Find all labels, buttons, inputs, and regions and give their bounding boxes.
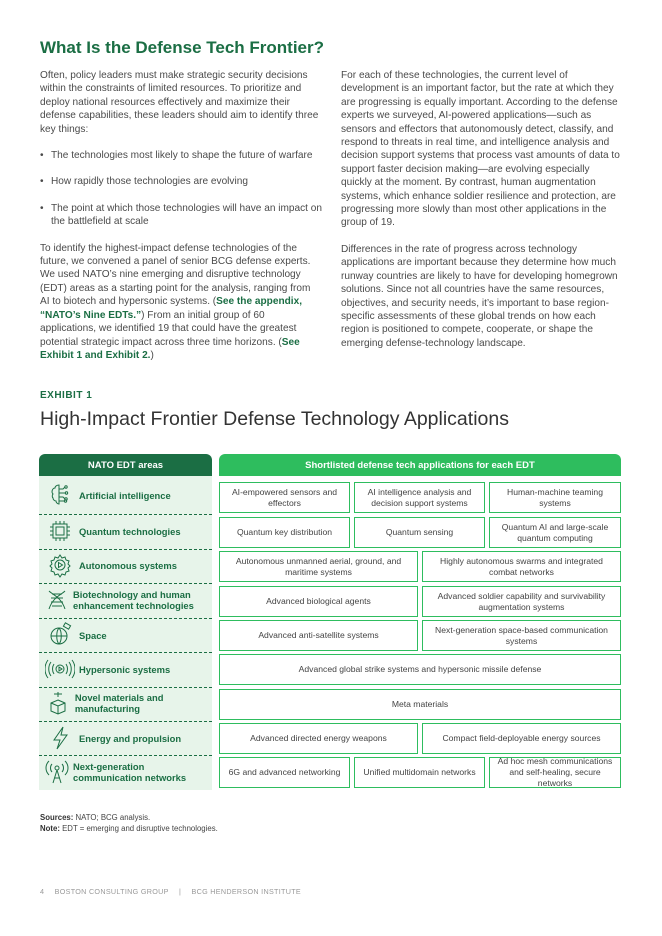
footer-institute: BCG HENDERSON INSTITUTE xyxy=(191,887,302,896)
exhibit-title: High-Impact Frontier Defense Technology Applications xyxy=(40,408,509,430)
edt-row-materials xyxy=(39,686,212,721)
sources-note xyxy=(40,813,218,834)
edt-row-communication xyxy=(39,755,212,790)
note-line xyxy=(40,824,218,835)
exhibit-link[interactable]: See Exhibit 1 and Exhibit 2. xyxy=(40,336,300,361)
list-item: • The technologies most likely to shape the future of warfare xyxy=(40,149,322,162)
edt-areas-panel xyxy=(39,476,212,790)
note-label: Note: xyxy=(40,823,60,833)
edt-area-label: Energy and propulsion xyxy=(79,732,182,744)
application-cell: Meta materials xyxy=(219,689,621,720)
edt-area-label: Hypersonic systems xyxy=(79,663,171,675)
edt-row-quantum xyxy=(39,514,212,549)
edt-area-label: Artificial intelligence xyxy=(79,489,171,501)
dna-icon xyxy=(43,585,71,615)
edt-row-autonomous xyxy=(39,548,212,583)
application-cell: Advanced global strike systems and hypersonic missile defense xyxy=(219,654,621,685)
application-cell: Advanced anti-satellite systems xyxy=(219,620,418,651)
edt-area-label: Novel materials and manufacturing xyxy=(74,691,164,715)
right-column xyxy=(341,69,623,363)
footer-separator: | xyxy=(179,887,182,896)
left-column xyxy=(40,69,322,375)
edt-area-label: Biotechnology and human enhancement technologies xyxy=(73,588,194,612)
application-cell: AI-empowered sensors and effectors xyxy=(219,482,350,513)
method-text: ) From an initial group of 60 applications, we identified 19 that could have the greatest potential strategic impact across three time horizons. ( xyxy=(40,309,297,348)
list-item: • How rapidly those technologies are evolving xyxy=(40,175,322,188)
cube-icon xyxy=(43,688,73,718)
sources-line xyxy=(40,813,218,824)
application-cell: Quantum sensing xyxy=(354,517,485,548)
application-cell: Ad hoc mesh communications and self-healing, secure networks xyxy=(489,757,621,788)
application-cell: AI intelligence analysis and decision support systems xyxy=(354,482,485,513)
page-footer xyxy=(40,887,309,896)
edt-row-biotech xyxy=(39,583,212,618)
differences-paragraph: Differences in the rate of progress across technology applications are important because they determine how much runway countries are likely to have for developing homegrown solutions. Since not all countries have the same resources, objectives, and security needs, it’s important to base region-specific assessments of these global trends on how each region is positioned to compete, cooperate, or shape the emerging defense-technology landscape. xyxy=(341,243,618,349)
brain-circuit-icon xyxy=(43,480,77,510)
edt-area-label: Space xyxy=(79,629,107,641)
sources-text: NATO; BCG analysis. xyxy=(75,813,151,822)
edt-area-label: Quantum technologies xyxy=(79,525,181,537)
method-text: ) xyxy=(150,349,154,361)
application-cell: Unified multidomain networks xyxy=(354,757,485,788)
application-cell: Quantum key distribution xyxy=(219,517,350,548)
application-cell: Advanced soldier capability and survivability augmentation systems xyxy=(422,586,621,617)
header-applications: Shortlisted defense tech applications for each EDT xyxy=(219,454,621,476)
list-item: • The point at which those technologies will have an impact on the battlefield at scale xyxy=(40,202,322,229)
antenna-icon xyxy=(43,757,71,787)
application-cell: Advanced directed energy weapons xyxy=(219,723,418,754)
application-cell: Quantum AI and large-scale quantum computing xyxy=(489,517,621,548)
globe-satellite-icon xyxy=(43,620,77,650)
application-cell: 6G and advanced networking xyxy=(219,757,350,788)
edt-row-ai xyxy=(39,478,212,513)
hypersonic-icon xyxy=(43,654,77,684)
application-cell: Compact field-deployable energy sources xyxy=(422,723,621,754)
lightning-icon xyxy=(43,723,77,753)
application-cell: Next-generation space-based communication systems xyxy=(422,620,621,651)
application-cell: Autonomous unmanned aerial, ground, and maritime systems xyxy=(219,551,418,582)
appendix-link[interactable]: See the appendix, “NATO’s Nine EDTs.” xyxy=(40,296,302,321)
key-things-list xyxy=(40,149,322,229)
progress-paragraph: For each of these technologies, the current level of development is an important factor, but the rate at which they are progressing is equally important. According to the defense experts we surveyed, AI-powered applications—such as sensors and effectors that autonomously detect, classify, and respond to threats in real time, and intelligence analysis and decision support systems that process vast amounts of data to support faster decision making—are evolving especially quickly at the moment. By contrast, human augmentation systems, which enhance soldier resilience and protection, are progressing more slowly than most other applications in the group of 19. xyxy=(341,70,620,229)
edt-row-energy xyxy=(39,721,212,756)
gear-play-icon xyxy=(43,550,77,580)
application-cell: Human-machine teaming systems xyxy=(489,482,621,513)
page-title: What Is the Defense Tech Frontier? xyxy=(40,38,325,57)
edt-row-space xyxy=(39,618,212,653)
chip-icon xyxy=(43,516,77,546)
note-text: EDT = emerging and disruptive technologies. xyxy=(62,823,218,833)
header-edt-areas: NATO EDT areas xyxy=(39,454,212,476)
edt-area-label: Autonomous systems xyxy=(79,559,177,571)
footer-org: BOSTON CONSULTING GROUP xyxy=(54,887,169,896)
method-paragraph xyxy=(40,242,322,363)
edt-area-label: Next-generation communication networks xyxy=(73,760,187,784)
edt-row-hypersonic xyxy=(39,652,212,687)
sources-label: Sources: xyxy=(40,813,74,822)
intro-paragraph: Often, policy leaders must make strategic security decisions within the constraints of limited resources. To prioritize and deploy national resources effectively and maximize their defense capabilities, these leaders should aim to identify three key things: xyxy=(40,70,319,135)
page-number: 4 xyxy=(40,887,45,896)
method-text: To identify the highest-impact defense technologies of the future, we convened a panel of senior BCG defense experts. We used NATO’s nine emerging and disruptive technology (EDT) areas as a starting point for the analysis, ranging from AI to biotech and hypersonic systems. ( xyxy=(40,242,311,308)
exhibit-label: EXHIBIT 1 xyxy=(40,390,93,401)
application-cell: Highly autonomous swarms and integrated combat networks xyxy=(422,551,621,582)
application-cell: Advanced biological agents xyxy=(219,586,418,617)
